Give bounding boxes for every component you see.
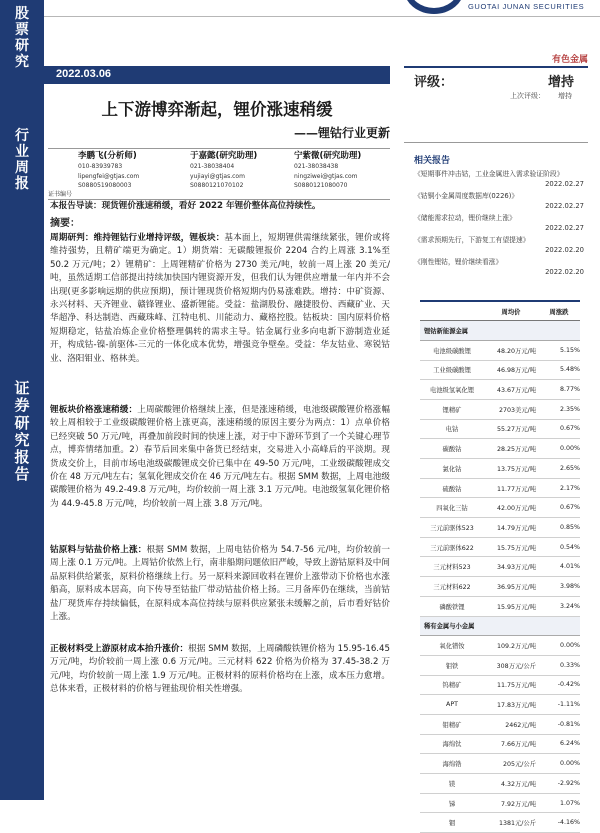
weekly-change-cell: -4.16% [538,813,580,833]
related-report-date: 2022.02.27 [545,179,584,188]
weekly-price-cell: 36.95万元/吨 [484,577,538,597]
weekly-change-cell: 0.85% [538,518,580,538]
analyst-card [190,151,300,191]
table-row [420,813,580,833]
metal-name-cell: 三元材料523 [420,557,484,577]
analyst-cert: S0880121070102 [190,182,244,190]
related-report-date: 2022.02.27 [545,223,584,232]
metal-name-cell: 钼铁 [420,655,484,675]
table-row [420,459,580,479]
report-guide: 本报告导读：现货锂价涨速稍缓，看好 2022 年锂价整体高位持续性。 [50,201,321,211]
weekly-change-cell: 5.48% [538,360,580,380]
metal-name-cell: 氯化钴 [420,459,484,479]
weekly-price-cell: 15.75万元/吨 [484,537,538,557]
table-row [420,596,580,616]
table-section-label: 锂钴新能源金属 [420,321,580,341]
rating-box [404,66,588,116]
related-report-title: 《储能需求拉动，锂价继续上涨》 [414,214,516,223]
rating-label: 评级： [414,75,454,90]
table-row [420,340,580,360]
table-row [420,518,580,538]
weekly-price-cell: 7.66万元/吨 [484,734,538,754]
date-band [44,66,390,84]
metal-name-cell: 钨精矿 [420,675,484,695]
table-row [420,419,580,439]
sidebar-label-stock-research: 股 票 研 究 [15,6,29,71]
table-row [420,380,580,400]
weekly-price-cell: 48.20万元/吨 [484,340,538,360]
related-report-item[interactable] [404,214,588,233]
left-sidebar [0,0,44,800]
weekly-price-cell: 11.77万元/吨 [484,478,538,498]
header-divider [44,16,600,17]
table-section-row [420,321,580,341]
previous-rating-value: 增持 [558,92,572,100]
previous-rating-label: 上次评级： [510,92,545,100]
analyst-email[interactable]: lipengfei@gtjas.com [78,172,140,180]
paragraph-bold: 维持锂钴行业增持评级，锂板块： [93,233,225,243]
weekly-price-cell: 11.75万元/吨 [484,675,538,695]
paragraph-lithium-price [50,404,390,511]
metal-name-cell: 电池级碳酸锂 [420,340,484,360]
weekly-change-cell: 0.00% [538,636,580,656]
sidebar-label-industry-weekly: 行 业 周 报 [15,128,29,193]
weekly-price-cell: 28.25万元/吨 [484,439,538,459]
weekly-change-cell: -0.42% [538,675,580,695]
weekly-price-cell: 4.32万元/吨 [484,774,538,794]
metal-name-cell: 氧化镨钕 [420,636,484,656]
metal-name-cell: 铟 [420,813,484,833]
metal-name-cell: 海绵钛 [420,734,484,754]
analyst-cert: S0880121080070 [294,182,348,190]
weekly-change-cell: 1.07% [538,793,580,813]
metal-name-cell: 钼精矿 [420,714,484,734]
weekly-change-cell: -0.81% [538,714,580,734]
paragraph-cycle-view [50,232,390,366]
weekly-price-cell: 308万元/公斤 [484,655,538,675]
table-row [420,774,580,794]
weekly-change-cell: 4.01% [538,557,580,577]
table-row [420,714,580,734]
weekly-change-cell: 3.98% [538,577,580,597]
metal-name-cell: 电池级氢氧化锂 [420,380,484,400]
table-header-row [420,301,580,321]
analyst-phone: 021-38038404 [190,163,235,171]
table-row [420,636,580,656]
metal-name-cell: 三元材料622 [420,577,484,597]
related-report-item[interactable] [404,192,588,211]
company-logo [404,0,464,14]
weekly-change-cell: 0.67% [538,498,580,518]
weekly-price-cell: 13.75万元/吨 [484,459,538,479]
related-reports-heading: 相关报告 [414,156,451,166]
metal-name-cell: 四氧化三钴 [420,498,484,518]
report-subtitle: ——锂钴行业更新 [293,126,390,140]
related-report-item[interactable] [404,236,588,255]
metal-name-cell: 镁 [420,774,484,794]
weekly-change-cell: 6.24% [538,734,580,754]
analyst-phone: 021-38038438 [294,163,339,171]
table-row [420,734,580,754]
related-report-title: 《刚性锂钴，锂价继续看涨》 [414,258,503,267]
weekly-change-cell: 3.24% [538,596,580,616]
analyst-name: 宁紫微(研究助理) [294,151,362,161]
table-row [420,439,580,459]
table-row [420,360,580,380]
related-report-date: 2022.02.20 [545,245,584,254]
weekly-change-cell: 2.65% [538,459,580,479]
table-row [420,675,580,695]
table-section-label: 稀有金属与小金属 [420,616,580,636]
weekly-change-cell: 0.54% [538,537,580,557]
related-report-title: 《钴铜小金属周度数据库(0226)》 [414,192,519,201]
table-body [420,321,580,833]
table-row [420,754,580,774]
table-row [420,498,580,518]
weekly-price-cell: 43.67万元/吨 [484,380,538,400]
table-section-row [420,616,580,636]
table-row [420,793,580,813]
paragraph-text: 基本面上，短期锂供需继续紧张，锂价或将维持强势，且精矿端更为确定。1）期货端：无碳酸锂报价 2204 合约上周涨 3.1%至 50.2 万元/吨；2）锂精矿：上周锂精矿价格为 2730 美元/吨，较前一周上涨 20 美元/吨，虽然适期工信部提出持续加快国内锂资源开发，但我们认为锂供应增量一年内并不会出现(更多影响远期的供应预期)，预计锂现货价格短期内仍易涨难跌。增持：中矿资源、永兴材料、天齐锂业、赣锋锂业、盛新锂能。受益：盐湖股份、融捷股份、西藏矿业、天华超净、科达制造、西藏珠峰、江特电机、川能动力、藏格控股。钴板块：国内原料价格短期稳定，钴盐冶炼企业价格整理偶转的需求主导。钴金属行业多向电新下游制造业延开，构成钴-镍-前驱体-三元的一体化成本优势，增强竞争壁垒。受益：华友钴业、寒锐钴业、洛阳钼业、格林美。 [50,233,390,364]
weekly-change-cell: 0.33% [538,655,580,675]
table-row [420,577,580,597]
report-date: 2022.03.06 [56,68,112,80]
analyst-email[interactable]: yujiayi@gtjas.com [190,172,245,180]
metal-name-cell: 锂精矿 [420,399,484,419]
table-row [420,399,580,419]
related-report-item[interactable] [404,258,588,277]
weekly-price-cell: 1381元/公斤 [484,813,538,833]
weekly-change-cell: -2.92% [538,774,580,794]
weekly-change-cell: 2.35% [538,399,580,419]
analyst-name: 于嘉懿(研究助理) [190,151,258,161]
report-title: 上下游博弈渐起，锂价涨速稍缓 [101,100,333,119]
paragraph-text: 根据 SMM 数据，上周电钴价格为 54.7-56 元/吨，均价较前一周上涨 0.1 万元/吨。上周钴价依然上行，南非船期问题依旧严峻，导致上游钴原料及中间品原料供给紧张，原料价格继续上行。另一原料来源回收料在锂价上涨带动下价格也水涨船高，原料成本居高，向下传导至钴盐厂带动钴盐价格上扬。三月备库仍在继续，当前钴盐厂现货库存持续偏低，在原料成本高位持续与原料供应紧张未缓解之前，后市看好钴价上涨。 [50,545,390,623]
weekly-price-cell: 205元/公斤 [484,754,538,774]
paragraph-lead: 正极材料受上游原材成本抬升涨价： [50,644,189,654]
paragraph-lead: 周期研判： [50,233,94,243]
weekly-price-cell: 14.79万元/吨 [484,518,538,538]
weekly-price-cell: 55.27万元/吨 [484,419,538,439]
company-logo-text: GUOTAI JUNAN SECURITIES [468,2,585,11]
table-row [420,537,580,557]
metal-name-cell: 海绵锆 [420,754,484,774]
weekly-change-cell: 0.67% [538,419,580,439]
related-reports [404,142,588,280]
weekly-change-cell: 5.15% [538,340,580,360]
table-header [420,301,484,321]
related-report-title: 《需求预期先行，下游复工有望提速》 [414,236,530,245]
paragraph-lead: 钴原料与钴盐价格上涨： [50,545,147,555]
analyst-email[interactable]: ningziwei@gtjas.com [294,172,358,180]
weekly-change-cell: 2.17% [538,478,580,498]
weekly-change-cell: 0.00% [538,439,580,459]
paragraph-text: 根据 SMM 数据，上周磷酸铁锂价格为 15.95-16.45 万元/吨，均价较前一周上涨 0.6 万元/吨。三元材料 622 价格为价格为 37.45-38.2 万元/吨，均价较前一周上涨 1.9 万元/吨。正极材料的原料价格均在上涨，成本压力愈增。总体来看，正极材料的价格与锂盐现价相关性增强。 [50,644,390,695]
paragraph-lead: 锂板块价格涨速稍缓： [50,405,138,415]
abstract-heading: 摘要： [50,218,80,229]
metal-name-cell: APT [420,695,484,715]
weekly-change-cell: -1.11% [538,695,580,715]
analyst-card [294,151,404,191]
metal-name-cell: 电钴 [420,419,484,439]
metal-name-cell: 碳酸钴 [420,439,484,459]
weekly-price-cell: 2703美元/吨 [484,399,538,419]
table-row [420,557,580,577]
analyst-name: 李鹏飞(分析师) [78,151,137,161]
table-header: 周均价 [484,301,538,321]
sidebar-label-securities-report: 证 券 研 究 报 告 [14,379,30,484]
analyst-info [48,148,390,200]
paragraph-cathode-price [50,643,390,697]
analyst-labels: 证书编号 [48,191,73,198]
weekly-price-cell: 34.93万元/吨 [484,557,538,577]
metal-name-cell: 锑 [420,793,484,813]
weekly-price-cell: 2462元/吨 [484,714,538,734]
metal-name-cell: 硫酸钴 [420,478,484,498]
table-header: 周涨跌 [538,301,580,321]
table-row [420,655,580,675]
metal-name-cell: 三元前驱体622 [420,537,484,557]
paragraph-text: 上周碳酸锂价格继续上涨，但是涨速稍缓，电池级碳酸锂价格涨幅较上周相较于工业级碳酸锂价格上涨更高，涨速稍缓的原因主要分为两点：1）点单价格已经突破 50 万元/吨，再叠加前段时间的快速上涨，对于中下游环节到了一个关键心理节点，博弈情绪加重。2）春节后回来集中备货已经结束，交易进入小高峰后的平淡期。现货成交价上，目前市场电池级碳酸锂成交价已集中在 49-50 万元/吨，工业级碳酸锂成交价在 48 万元/吨左右；氢氧化锂成交价在 46 万元/吨左右。根据 SMM 数据，上周电池级碳酸锂价格为 49.2-49.8 万元/吨，均价较前一周上涨 3.1 万元/吨。电池级氢氧化锂价格为 44.9-45.8 万元/吨，均价较前一周上涨 3.8 万元/吨。 [50,405,390,509]
weekly-price-cell: 7.92万元/吨 [484,793,538,813]
analyst-phone: 010-83939783 [78,163,123,171]
weekly-price-cell: 42.00万元/吨 [484,498,538,518]
rating-value: 增持 [547,75,574,90]
metal-price-table [420,300,580,833]
metal-name-cell: 磷酸铁锂 [420,596,484,616]
analyst-card [78,151,188,191]
weekly-price-cell: 46.98万元/吨 [484,360,538,380]
paragraph-cobalt-price [50,544,390,624]
weekly-change-cell: 0.00% [538,754,580,774]
related-report-date: 2022.02.20 [545,267,584,276]
metal-name-cell: 工业级碳酸锂 [420,360,484,380]
metal-name-cell: 三元前驱体523 [420,518,484,538]
weekly-price-cell: 17.83万元/吨 [484,695,538,715]
analyst-cert: S0880519080003 [78,182,132,190]
related-report-date: 2022.02.27 [545,201,584,210]
related-report-title: 《短期事件冲击钴，工业金属进入需求验证阶段》 [414,170,564,178]
weekly-change-cell: 8.77% [538,380,580,400]
industry-category: 有色金属 [551,55,588,65]
table-row [420,478,580,498]
related-report-item[interactable] [404,170,588,189]
weekly-price-cell: 15.95万元/吨 [484,596,538,616]
weekly-price-cell: 109.2万元/吨 [484,636,538,656]
table-row [420,695,580,715]
